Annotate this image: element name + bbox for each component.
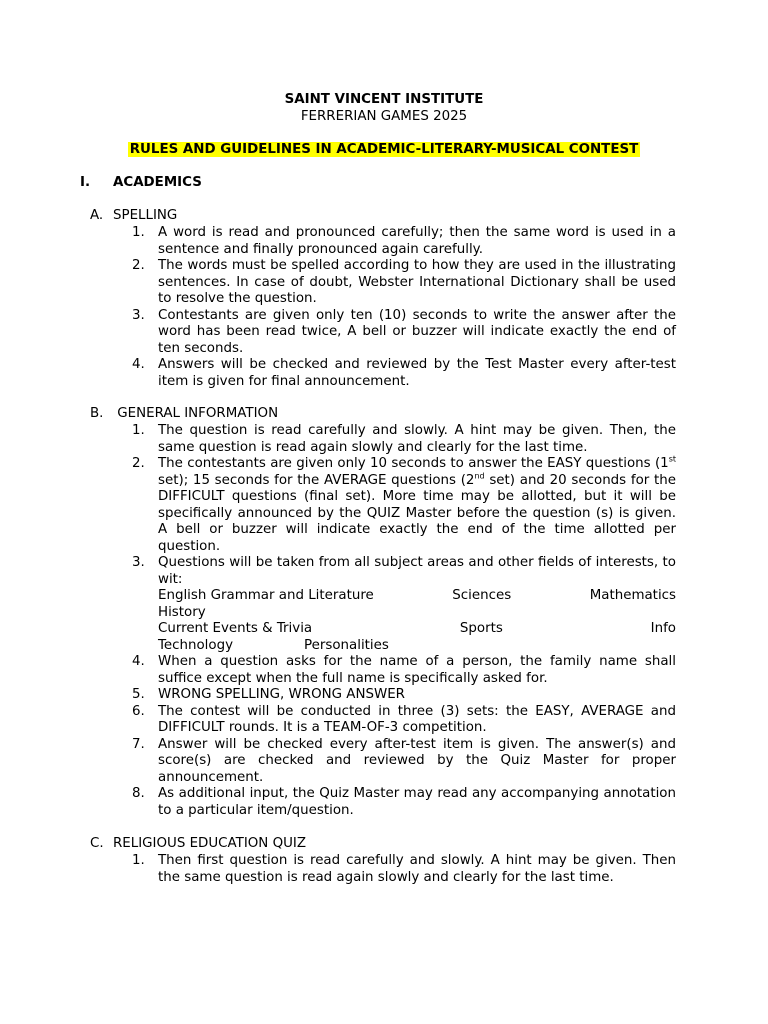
section-heading bbox=[80, 175, 202, 192]
list-item bbox=[132, 687, 676, 704]
item-text: The question is read carefully and slowly. A hint may be given. Then, the same question is read again slowly and clearly for the last time. bbox=[158, 423, 676, 455]
subsection-religious bbox=[90, 836, 306, 853]
item-text: Answers will be checked and reviewed by the Test Master every after-test item is given for final announcement. bbox=[158, 357, 676, 389]
school-name: SAINT VINCENT INSTITUTE bbox=[284, 92, 484, 107]
item-number: 4. bbox=[132, 654, 145, 669]
document-title bbox=[0, 142, 768, 159]
item-number: 1. bbox=[132, 853, 145, 868]
list-item bbox=[132, 225, 676, 258]
subsection-letter: C. bbox=[90, 836, 104, 851]
item-text: WRONG SPELLING, WRONG ANSWER bbox=[158, 687, 405, 702]
list-item bbox=[132, 704, 676, 737]
item-number: 2. bbox=[132, 456, 145, 471]
ordinal-suffix: st bbox=[668, 454, 676, 464]
subject-item: Info bbox=[650, 621, 676, 636]
list-item bbox=[132, 654, 676, 687]
item-text: Then first question is read carefully and slowly. A hint may be given. Then the same question is read again slowly and clearly for the last time. bbox=[158, 853, 676, 885]
subject-item: Personalities bbox=[304, 637, 389, 653]
item-number: 1. bbox=[132, 225, 145, 240]
item-number: 2. bbox=[132, 258, 145, 273]
list-item bbox=[132, 786, 676, 819]
subsection-title: SPELLING bbox=[113, 208, 178, 223]
subsection-letter: A. bbox=[90, 208, 104, 223]
subject-row bbox=[158, 588, 676, 605]
item-text: The words must be spelled according to how they are used in the illustrating sentences. In case of doubt, Webster International Dictionary shall be used to resolve the question. bbox=[158, 258, 676, 306]
item-text: Answer will be checked every after-test item is given. The answer(s) and score(s) are checked and reviewed by the Quiz Master for proper announcement. bbox=[158, 736, 676, 785]
item-number: 1. bbox=[132, 423, 145, 438]
section-number: I. bbox=[80, 175, 91, 190]
item-number: 3. bbox=[132, 555, 145, 570]
subject-row-wrap bbox=[158, 638, 676, 655]
subsection-spelling bbox=[90, 208, 177, 225]
section-title: ACADEMICS bbox=[113, 175, 202, 190]
item-text: A word is read and pronounced carefully; then the same word is used in a sentence and finally pronounced again carefully. bbox=[158, 225, 676, 257]
item-number: 6. bbox=[132, 703, 145, 719]
subject-item: English Grammar and Literature bbox=[158, 588, 374, 603]
subject-item: Sports bbox=[459, 621, 503, 636]
list-item bbox=[132, 258, 676, 308]
item-number: 3. bbox=[132, 307, 145, 323]
subsection-general bbox=[90, 406, 278, 423]
subsection-letter: B. bbox=[90, 406, 104, 421]
spelling-list bbox=[132, 225, 676, 390]
subsection-title: GENERAL INFORMATION bbox=[117, 406, 279, 421]
item-number: 4. bbox=[132, 357, 145, 372]
item-number: 8. bbox=[132, 786, 145, 801]
item-text: Questions will be taken from all subject areas and other fields of interests, to wit: bbox=[158, 555, 676, 587]
subject-row bbox=[158, 621, 676, 638]
item-number: 5. bbox=[132, 687, 145, 702]
list-item bbox=[132, 456, 676, 555]
item-text: set) and 20 seconds for the DIFFICULT questions (final set). More time may be allotted, but it will be specifically announced by the QUIZ Master before the question (s) is given. A bell or buzzer will indicate exactly the end of the time allotted per question. bbox=[158, 472, 676, 554]
subject-item: Current Events & Trivia bbox=[158, 621, 313, 636]
item-text: set); 15 seconds for the AVERAGE questions (2 bbox=[158, 472, 475, 488]
subject-item: Technology bbox=[158, 637, 234, 653]
item-number: 7. bbox=[132, 736, 145, 752]
subject-row-wrap: History bbox=[158, 604, 206, 620]
subject-item: Sciences bbox=[452, 588, 512, 603]
subsection-title: RELIGIOUS EDUCATION QUIZ bbox=[113, 836, 307, 851]
list-item bbox=[132, 423, 676, 456]
list-item bbox=[132, 357, 676, 390]
item-text: When a question asks for the name of a person, the family name shall suffice except when the full name is specifically asked for. bbox=[158, 654, 676, 686]
event-name: FERRERIAN GAMES 2025 bbox=[300, 109, 468, 124]
list-item bbox=[132, 308, 676, 358]
item-text: The contestants are given only 10 seconds to answer the EASY questions (1 bbox=[158, 456, 669, 471]
highlighted-title: RULES AND GUIDELINES IN ACADEMIC-LITERARY-MUSICAL CONTEST bbox=[129, 142, 639, 157]
general-list bbox=[132, 423, 676, 819]
subject-item: Mathematics bbox=[589, 588, 676, 603]
list-item bbox=[132, 853, 676, 886]
item-text: As additional input, the Quiz Master may read any accompanying annotation to a particular item/question. bbox=[158, 786, 676, 818]
ordinal-suffix: nd bbox=[474, 471, 485, 481]
list-item bbox=[132, 737, 676, 787]
list-item bbox=[132, 555, 676, 654]
item-text: The contest will be conducted in three (3) sets: the EASY, AVERAGE and DIFFICULT rounds. It is a TEAM-OF-3 competition. bbox=[158, 703, 676, 735]
item-text: Contestants are given only ten (10) seconds to write the answer after the word has been read twice, A bell or buzzer will indicate exactly the end of ten seconds. bbox=[158, 307, 676, 356]
religious-list bbox=[132, 853, 676, 886]
